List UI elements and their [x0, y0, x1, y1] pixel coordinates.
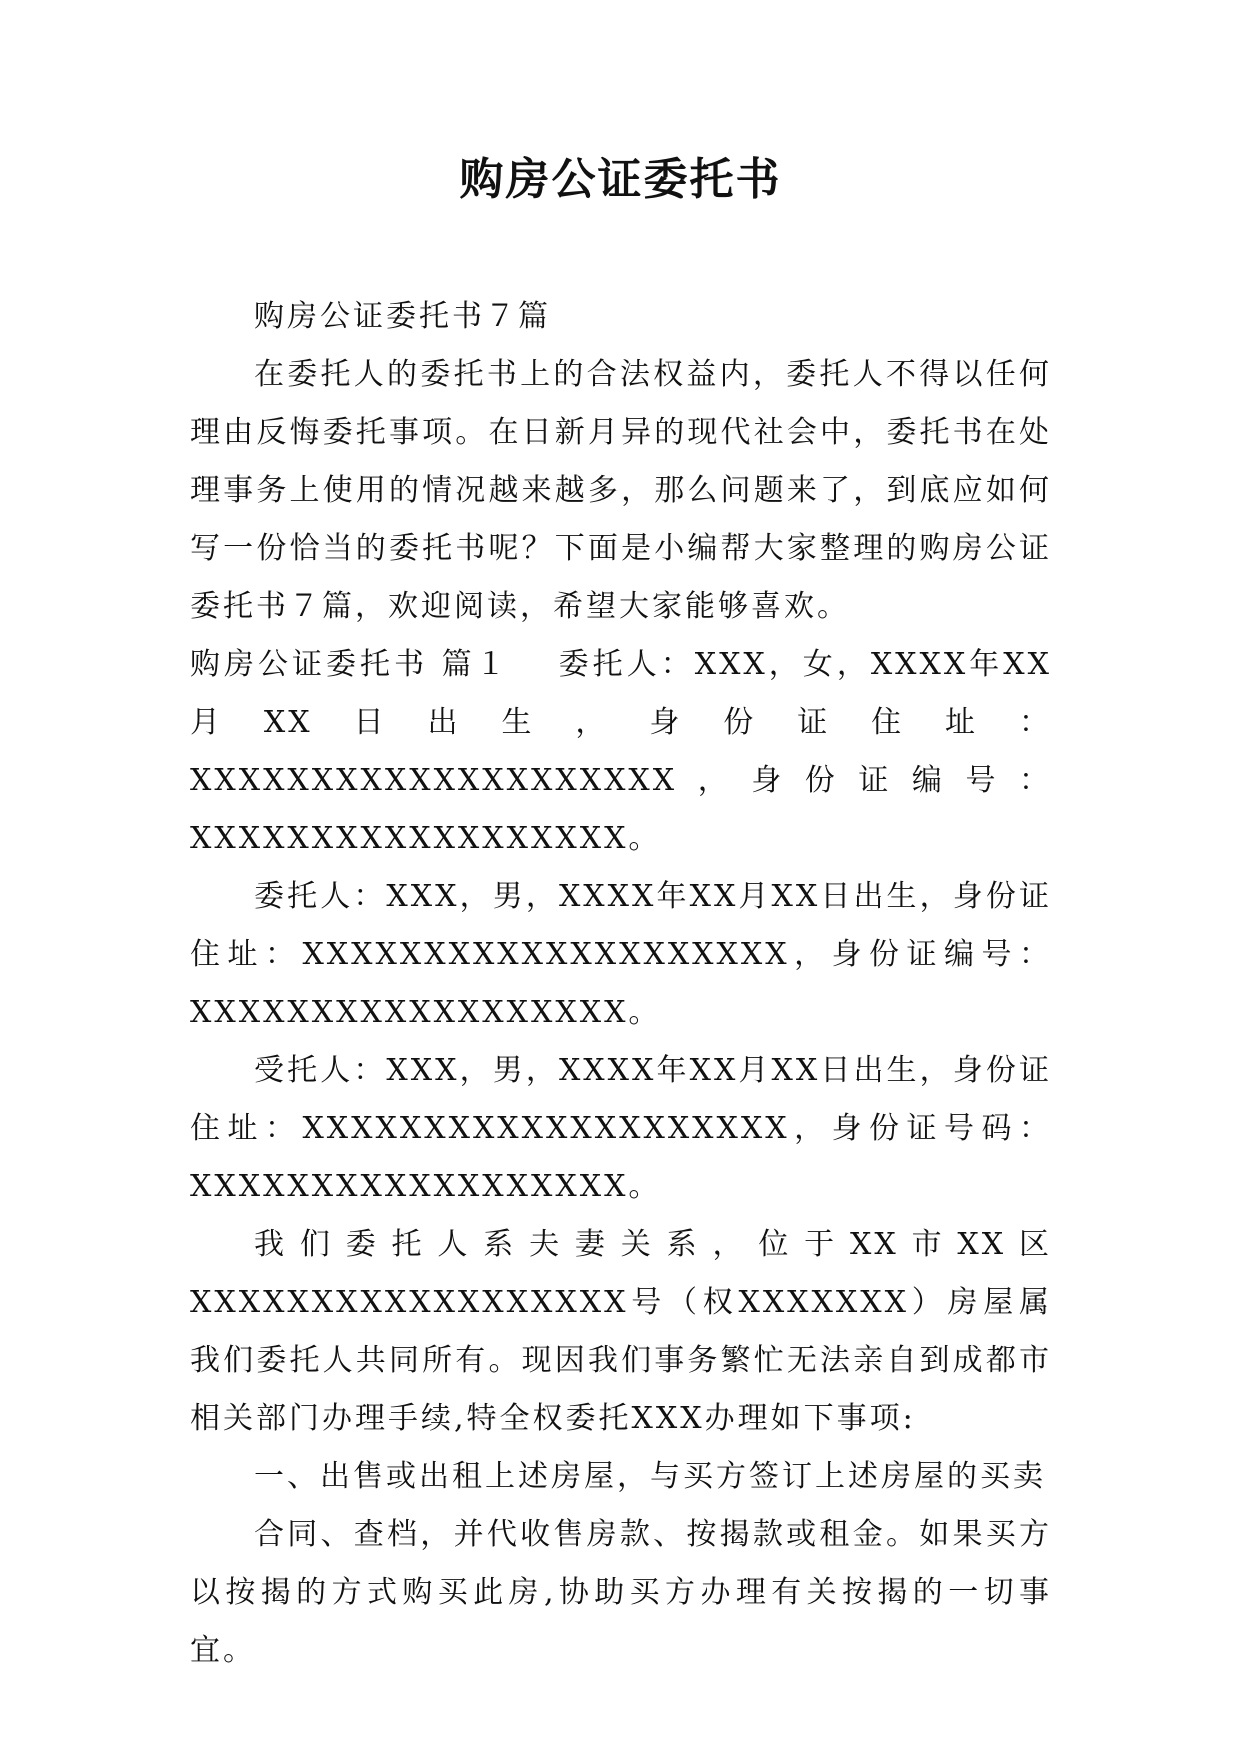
document-title: 购房公证委托书 [459, 154, 782, 205]
relationship-paragraph: 我们委托人系夫妻关系，位于XX市XX区XXXXXXXXXXXXXXXXXX号（权XXXXXXX）房屋属我们委托人共同所有。现因我们事务繁忙无法亲自到成都市相关部门办理手续,特全权委托XXX办理如下事项: [190, 1227, 1052, 1436]
principal-1-text: 委托人：XXX，女，XXXX年XX月XX日出生，身份证住址： XXXXXXXXXXXXXXXXXXXX，身份证编号：XXXXXXXXXXXXXXXXXX。 [190, 647, 1052, 856]
subtitle-paragraph: 购房公证委托书７篇 [254, 299, 551, 334]
document-body [190, 288, 1052, 1680]
section-paragraph [190, 636, 1052, 868]
principal-2-paragraph: 委托人：XXX，男，XXXX年XX月XX日出生，身份证住址：XXXXXXXXXXXXXXXXXXXX，身份证编号：XXXXXXXXXXXXXXXXXX。 [190, 879, 1052, 1030]
item-1-continued-paragraph: 合同、查档，并代收售房款、按揭款或租金。如果买方以按揭的方式购买此房,协助买方办理有关按揭的一切事宜。 [190, 1517, 1052, 1668]
section-heading: 购房公证委托书 篇１ [190, 647, 510, 682]
agent-paragraph: 受托人：XXX，男，XXXX年XX月XX日出生，身份证住址：XXXXXXXXXXXXXXXXXXXX，身份证号码：XXXXXXXXXXXXXXXXXX。 [190, 1053, 1052, 1204]
item-1-paragraph: 一、出售或出租上述房屋，与买方签订上述房屋的买卖 [254, 1459, 1046, 1494]
intro-paragraph: 在委托人的委托书上的合法权益内，委托人不得以任何理由反悔委托事项。在日新月异的现代社会中，委托书在处理事务上使用的情况越来越多，那么问题来了，到底应如何写一份恰当的委托书呢？下面是小编帮大家整理的购房公证委托书７篇，欢迎阅读，希望大家能够喜欢。 [190, 357, 1052, 624]
